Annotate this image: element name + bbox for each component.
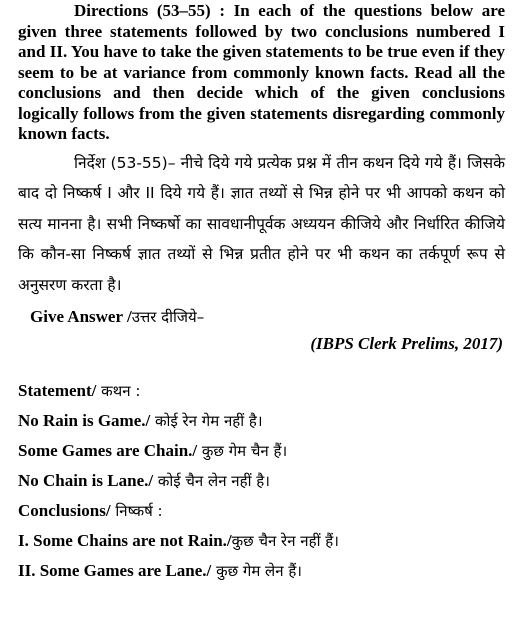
conclusion-1-hindi: कुछ चैन रेन नहीं हैं। [231,532,339,550]
directions-english: Directions (53–55) : In each of the questions below are given three statements followed by two conclusions numbered I and II. You have to take the given statements to be true even if they seem to be at variance from commonly known facts. Read all the conclusions and then decide which of the given conclusions logically follows from the given statements disregarding commonly known facts. [18,1,505,143]
exam-source: (IBPS Clerk Prelims, 2017) [310,334,503,353]
statement-2-english: Some Games are Chain./ [18,441,198,460]
give-answer-line [30,304,505,330]
conclusion-1 [18,526,505,556]
conclusion-2 [18,556,505,586]
statement-1-hindi: कोई रेन गेम नहीं है। [150,412,263,430]
conclusion-2-hindi: कुछ गेम लेन हैं। [211,562,302,580]
statement-3-hindi: कोई चैन लेन नहीं है। [153,472,270,490]
statement-heading-english: Statement/ [18,381,97,400]
conclusion-2-english: II. Some Games are Lane./ [18,561,212,580]
statement-1 [18,406,505,436]
statement-3-english: No Chain is Lane./ [18,471,154,490]
statement-2 [18,436,505,466]
statement-heading-hindi: कथन : [96,382,141,400]
statement-3 [18,466,505,496]
give-answer-hindi: उत्तर दीजिये– [131,308,205,326]
statement-1-english: No Rain is Game./ [18,411,151,430]
conclusions-heading [18,496,505,526]
conclusions-heading-english: Conclusions/ [18,501,111,520]
conclusion-1-english: I. Some Chains are not Rain./ [18,531,232,550]
directions-hindi: निर्देश (53-55)– नीचे दिये गये प्रत्येक प्रश्न में तीन कथन दिये गये हैं। जिसके बाद दो निष्कर्ष I और II दिये गये हैं। ज्ञात तथ्यों से भिन्न होने पर भी आपको कथन को सत्य मानना है। सभी निष्कर्षो का सावधानीपूर्वक अध्ययन कीजिये और निर्धारित कीजिये कि कौन-सा निष्कर्ष ज्ञात तथ्यों से भिन्न प्रतीत होने पर भी कथन का तर्कपूर्ण रूप से अनुसरण करता है। [18,153,505,294]
conclusions-heading-hindi: निष्कर्ष : [110,502,163,520]
statement-2-hindi: कुछ गेम चैन हैं। [197,442,288,460]
statement-heading [18,376,505,406]
give-answer-english: Give Answer / [30,307,132,326]
